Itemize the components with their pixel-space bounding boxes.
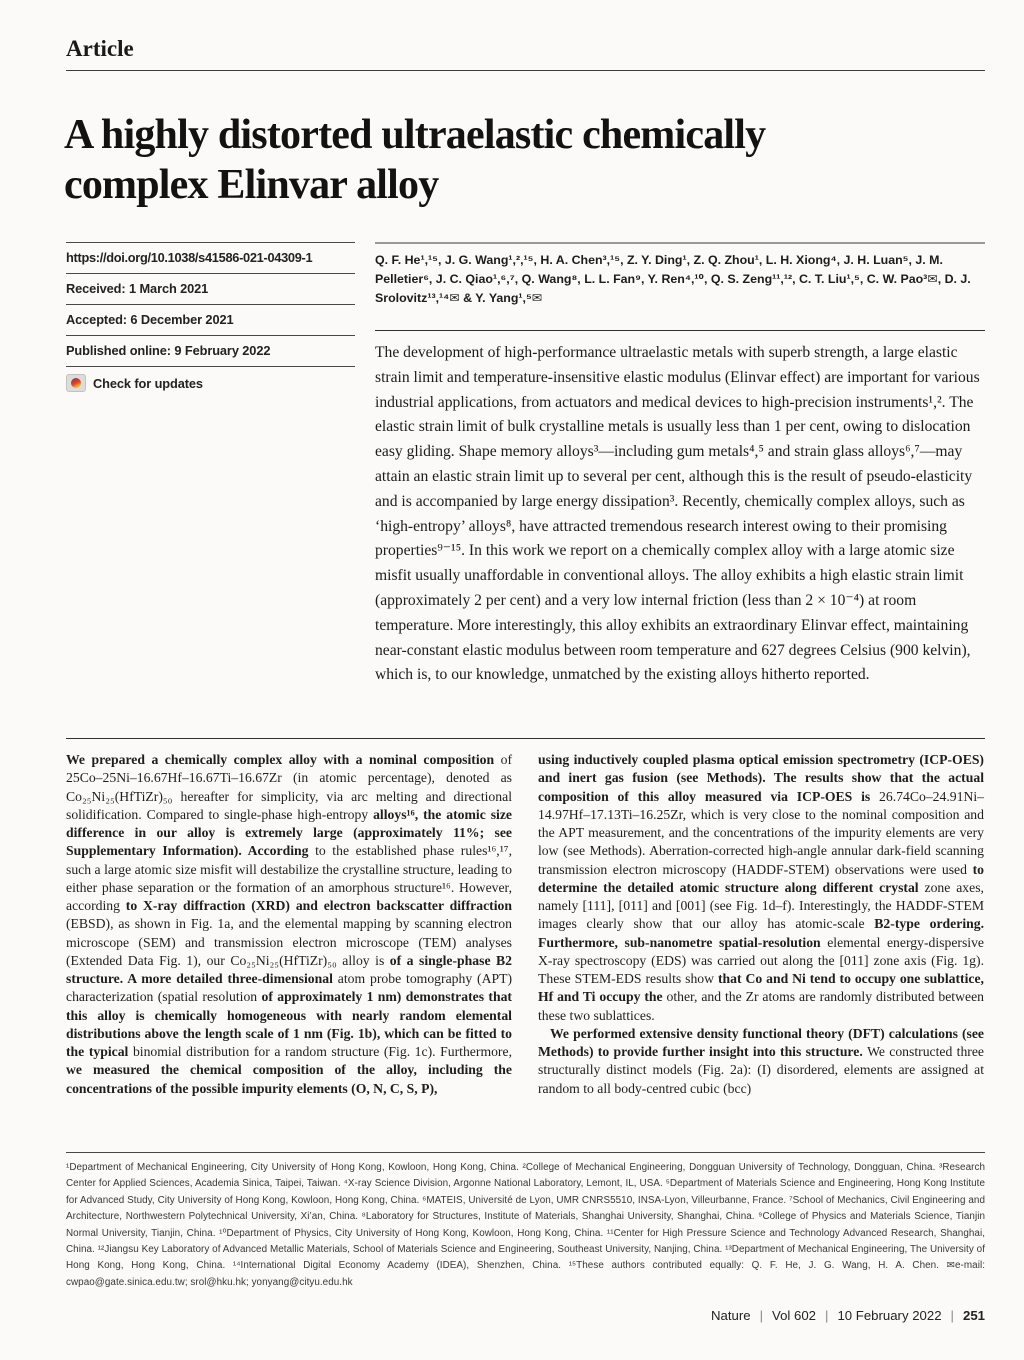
- footer-separator: |: [759, 1308, 763, 1323]
- abstract-text: The development of high-performance ultraelastic metals with superb strength, a large elastic strain limit and temperature-insensitive elastic modulus (Elinvar effect) are important for various industrial applications, from actuators and medical devices to high-precision instruments¹,². The elastic strain limit of bulk crystalline metals is usually less than 1 per cent, owing to dislocation easy gliding. Shape memory alloys³—including gum metals⁴,⁵ and strain glass alloys⁶,⁷—may attain an elastic strain limit up to several per cent, although this is the result of pseudo-elasticity and is accompanied by large energy dissipation³. Recently, chemically complex alloys, such as ‘high-entropy’ alloys⁸, have attracted tremendous research interest owing to their promising properties⁹⁻¹⁵. In this work we report on a chemically complex alloy with a large atomic size misfit usually unaffordable in conventional alloys. The alloy exhibits a high elastic strain limit (approximately 2 per cent) and a very low internal friction (less than 2 × 10⁻⁴) at room temperature. More interestingly, this alloy exhibits an extraordinary Elinvar effect, maintaining near-constant elastic modulus between room temperature and 627 degrees Celsius (900 kelvin), which is, to our knowledge, unmatched by the existing alloys hitherto reported.: [375, 344, 980, 684]
- title-line-1: A highly distorted ultraelastic chemically: [64, 112, 766, 159]
- footer-separator: |: [825, 1308, 829, 1323]
- header-rule: [66, 70, 985, 71]
- footer-date: 10 February 2022: [837, 1308, 942, 1323]
- abstract-rule: [375, 330, 985, 331]
- footer-separator: |: [950, 1308, 954, 1323]
- published-date: Published online: 9 February 2022: [66, 335, 355, 366]
- body-right-column: [538, 751, 984, 1098]
- body-paragraph: We prepared a chemically complex alloy with a nominal composition of 25Co–25Ni–16.67Hf–16.67Ti–16.67Zr (in atomic percentage), denoted as Co₂₅Ni₂₅(HfTiZr)₅₀ hereafter for simplicity, via arc melting and directional solidification. Compared to single-phase high-entropy alloys¹⁶, the atomic size difference in our alloy is extremely large (approximately 11%; see Supplementary Information). According to the established phase rules¹⁶,¹⁷, such a large atomic size misfit will destabilize the crystalline structure, leading to either phase separation or the formation of an amorphous structure¹⁶. However, according to X-ray diffraction (XRD) and electron backscatter diffraction (EBSD), as shown in Fig. 1a, and the elemental mapping by scanning electron microscope (SEM) and transmission electron microscope (TEM) analyses (Extended Data Fig. 1), our Co₂₅Ni₂₅(HfTiZr)₅₀ alloy is of a single-phase B2 structure. A more detailed three-dimensional atom probe tomography (APT) characterization (spatial resolution of approximately 1 nm) demonstrates that this alloy is chemically homogeneous with nearly random elemental distributions above the length scale of 1 nm (Fig. 1b), which can be fitted to the typical binomial distribution for a random structure (Fig. 1c). Furthermore, we measured the chemical composition of the alloy, including the concentrations of the possible impurity elements (O, N, C, S, P),: [66, 752, 512, 1096]
- author-list: Q. F. He¹,¹⁵, J. G. Wang¹,²,¹⁵, H. A. Chen³,¹⁵, Z. Y. Ding¹, Z. Q. Zhou¹, L. H. Xiong⁴, J. H. Luan⁵, J. M. Pelletier⁶, J. C. Qiao¹,⁶,⁷, Q. Wang⁸, L. L. Fan⁹, Y. Ren⁴,¹⁰, Q. S. Zeng¹¹,¹², C. T. Liu¹,⁵, C. W. Pao³✉, D. J. Srolovitz¹³,¹⁴✉ & Y. Yang¹,⁵✉: [375, 253, 971, 305]
- author-block: [375, 242, 985, 308]
- accepted-date: Accepted: 6 December 2021: [66, 304, 355, 335]
- received-date: Received: 1 March 2021: [66, 273, 355, 304]
- footer-volume: Vol 602: [772, 1308, 816, 1323]
- footer-page-number: 251: [962, 1308, 985, 1323]
- doi-link[interactable]: https://doi.org/10.1038/s41586-021-04309-1: [66, 242, 355, 273]
- crossmark-icon: [66, 374, 86, 392]
- affiliations-footnote: ¹Department of Mechanical Engineering, City University of Hong Kong, Kowloon, Hong Kong, China. ²College of Mechanical Engineering, Dongguan University of Technology, Dongguan, China. ³Research Center for Applied Sciences, Academia Sinica, Taipei, Taiwan. ⁴X-ray Science Division, Argonne National Laboratory, Lemont, IL, USA. ⁵Department of Materials Science and Engineering, Hong Kong Institute for Advanced Study, City University of Hong Kong, Kowloon, Hong Kong, China. ⁶MATEIS, Université de Lyon, UMR CNRS5510, INSA-Lyon, Villeurbanne, France. ⁷School of Mechanics, Civil Engineering and Architecture, Northwestern Polytechnical University, Xi’an, China. ⁸Laboratory for Structures, Institute of Materials, Shanghai University, Shanghai, China. ⁹College of Physics and Materials Science, Tianjin Normal University, Tianjin, China. ¹⁰Department of Physics, City University of Hong Kong, Kowloon, Hong Kong, China. ¹¹Center for High Pressure Science and Technology Advanced Research, Shanghai, China. ¹²Jiangsu Key Laboratory of Advanced Metallic Materials, School of Materials Science and Engineering, Southeast University, Nanjing, China. ¹³Department of Mechanical Engineering, The University of Hong Kong, Hong Kong, China. ¹⁴International Digital Economy Academy (IDEA), Shenzhen, China. ¹⁵These authors contributed equally: Q. F. He, J. G. Wang, H. A. Chen. ✉e-mail: cwpao@gate.sinica.edu.tw; srol@hku.hk; yonyang@cityu.edu.hk: [66, 1162, 985, 1288]
- body-rule: [66, 738, 985, 739]
- page-title: [64, 110, 1004, 210]
- check-for-updates-button[interactable]: [66, 366, 355, 400]
- footnote-rule: [66, 1152, 985, 1153]
- article-kicker: Article: [66, 36, 134, 61]
- check-for-updates-label: Check for updates: [93, 375, 203, 391]
- footer-journal: Nature: [710, 1308, 751, 1323]
- title-line-2: complex Elinvar alloy: [64, 162, 439, 209]
- metadata-column: [66, 242, 355, 400]
- body-columns: [66, 751, 985, 1098]
- page-footer: [711, 1308, 985, 1323]
- body-paragraph: using inductively coupled plasma optical emission spectrometry (ICP-OES) and inert gas fusion (see Methods). The results show that the actual composition of this alloy measured via ICP-OES is 26.74Co–24.91Ni–14.97Hf–17.13Ti–16.25Zr, which is very close to the nominal composition and the APT measurement, and the concentrations of the impurity elements are very low (see Methods). Aberration-corrected high-angle annular dark-field scanning transmission electron microscopy (HADDF-STEM) observations were used to determine the detailed atomic structure along different crystal zone axes, namely [111], [011] and [001] (see Fig. 1d–f). Interestingly, the HADDF-STEM images clearly show that our alloy has atomic-scale B2-type ordering. Furthermore, sub-nanometre spatial-resolution elemental energy-dispersive X-ray spectroscopy (EDS) was carried out along the [011] zone axis (Fig. 1g). These STEM-EDS results show that Co and Ni tend to occupy one sublattice, Hf and Ti occupy the other, and the Zr atoms are randomly distributed between these two sublattices.: [538, 752, 984, 1023]
- body-paragraph: We performed extensive density functional theory (DFT) calculations (see Methods) to provide further insight into this structure. We constructed three structurally distinct models (Fig. 2a): (I) disordered, elements are assigned at random to all body-centred cubic (bcc): [538, 1025, 985, 1096]
- body-left-column: [66, 751, 512, 1098]
- author-block-rule: [375, 242, 985, 244]
